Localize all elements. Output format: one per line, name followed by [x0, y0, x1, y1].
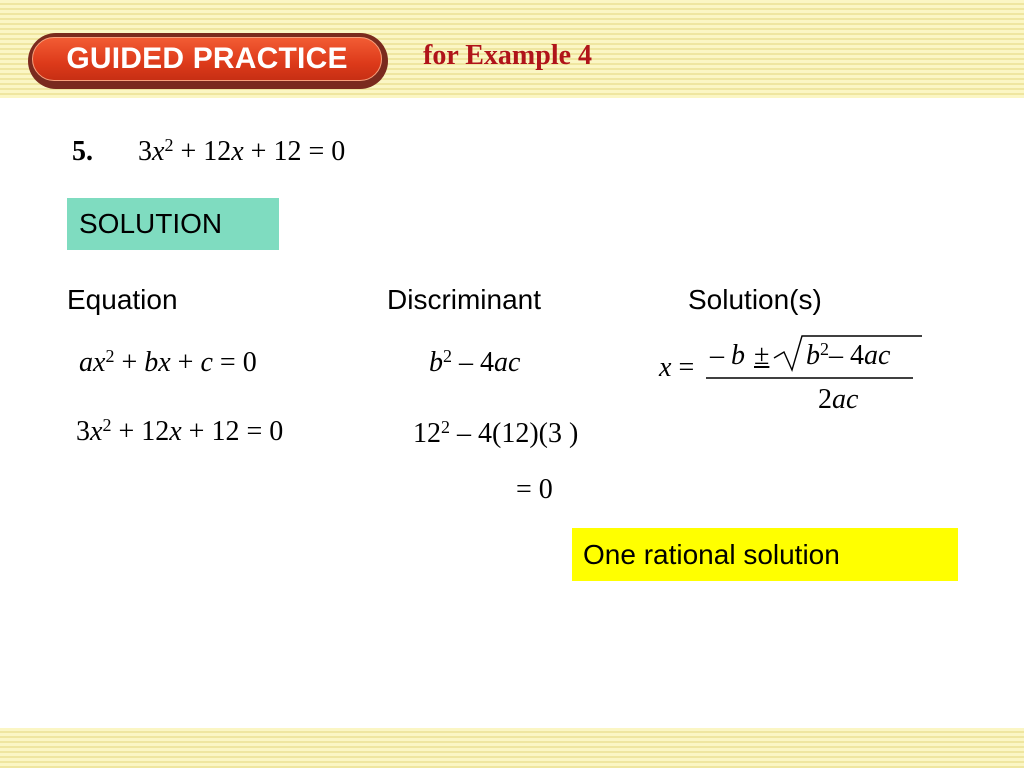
- specific-discriminant: [413, 418, 578, 450]
- exponent: 2: [441, 417, 450, 437]
- term: – 4: [829, 340, 864, 371]
- exponent: 2: [164, 135, 174, 155]
- formula-plus-minus: ±: [754, 340, 770, 371]
- term: – 4: [452, 347, 494, 378]
- answer-box: [572, 528, 958, 581]
- term: + 12 = 0: [243, 136, 346, 167]
- column-heading-solutions: Solution(s): [688, 284, 822, 315]
- term: ac: [832, 384, 859, 415]
- term: ac: [494, 347, 521, 378]
- column-heading-discriminant: Discriminant: [387, 284, 542, 315]
- equals: =: [671, 352, 695, 383]
- specific-equation: [76, 416, 283, 448]
- var: x: [152, 136, 165, 167]
- term: + 12: [173, 136, 232, 167]
- term: +: [114, 347, 145, 378]
- term: b: [806, 340, 820, 371]
- coef: 3: [138, 136, 152, 167]
- exponent: 2: [820, 339, 829, 359]
- term: 12: [413, 418, 441, 449]
- term: 3: [76, 416, 90, 447]
- subtitle: for Example 4: [423, 40, 593, 71]
- var: x: [659, 352, 672, 383]
- var: x: [231, 136, 244, 167]
- exponent: 2: [102, 415, 112, 435]
- term: – 4(12)(3 ): [450, 418, 579, 449]
- answer-text: One rational solution: [583, 538, 840, 570]
- exponent: 2: [443, 346, 452, 366]
- term: c: [200, 347, 213, 378]
- exponent: 2: [105, 346, 115, 366]
- column-heading-equation: Equation: [67, 284, 178, 315]
- term: – b: [710, 340, 745, 371]
- problem-number: 5.: [72, 136, 93, 167]
- badge-label: GUIDED PRACTICE: [66, 42, 348, 75]
- term: + 12: [111, 416, 170, 447]
- term: ax: [79, 347, 106, 378]
- var: x: [169, 416, 182, 447]
- term: ac: [864, 340, 891, 371]
- term: bx: [144, 347, 171, 378]
- term: b: [429, 347, 443, 378]
- term: 2: [818, 384, 832, 415]
- term: + 12 = 0: [181, 416, 284, 447]
- radical-sign: [774, 336, 922, 370]
- term: +: [170, 347, 201, 378]
- var: x: [90, 416, 103, 447]
- discriminant-result: = 0: [516, 474, 553, 505]
- term: = 0: [212, 347, 257, 378]
- solution-label: SOLUTION: [79, 208, 223, 239]
